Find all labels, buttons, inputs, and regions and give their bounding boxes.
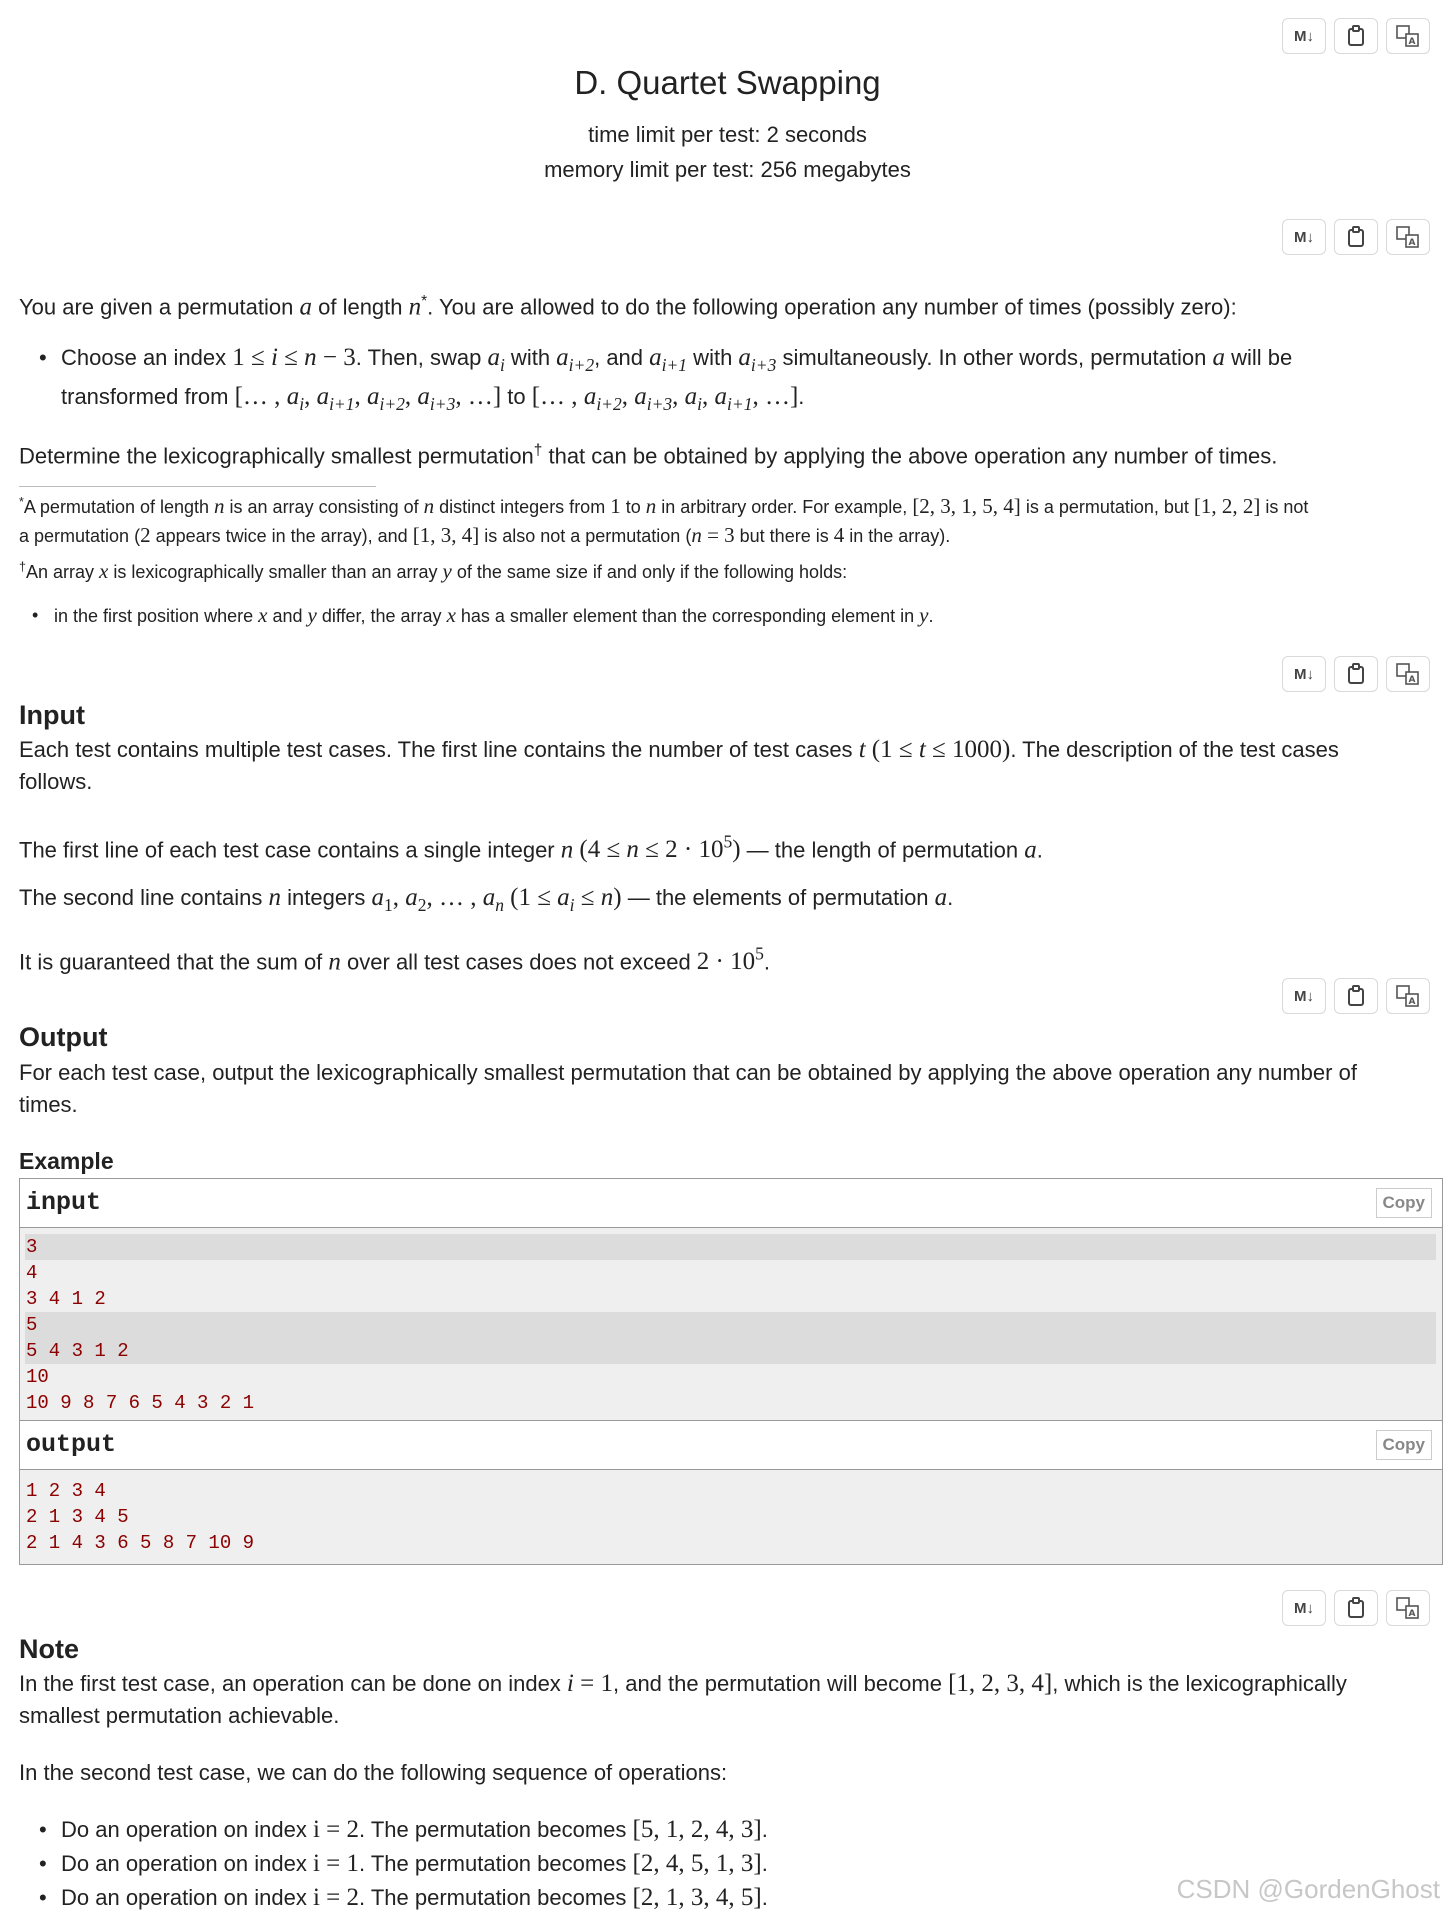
example-heading: Example — [19, 1148, 114, 1174]
translate-button[interactable] — [1386, 18, 1430, 54]
footnote-permutation: *A permutation of length n is an array consisting of n distinct integers from 1 to n in arbitrary order. For example, [2, 3, 1, 5, 4] is a permutation, but [1, 2, 2] is not a permutation (2 appears twice in the array), and [1, 3, 4] is also not a permutation (n = 3 but there is 4 in the array). — [19, 494, 1309, 547]
example-output-body — [20, 1470, 1442, 1564]
input-p1: Each test contains multiple test cases. The first line contains the number of test cases t (1 ≤ t ≤ 1000). The description of the test cases follows. — [19, 736, 1339, 794]
header-toolbar — [1282, 18, 1430, 54]
markdown-button[interactable]: M↓ — [1282, 18, 1326, 54]
note-step: • Do an operation on index i = 2. The permutation becomes [5, 1, 2, 4, 3]. — [61, 1814, 1361, 1848]
input-p2: The first line of each test case contains a single integer n $(4 \le n \le 2 \cdot 10^5)$ — the length of permutation a. — [19, 832, 1043, 864]
example-input-header — [20, 1179, 1442, 1228]
output-heading: Output — [19, 1022, 108, 1052]
translate-icon — [1396, 663, 1420, 685]
copy-input-button[interactable]: Copy — [1376, 1188, 1433, 1218]
copy-button[interactable] — [1334, 18, 1378, 54]
copy-button[interactable] — [1334, 219, 1378, 255]
example-input-box — [19, 1178, 1443, 1565]
output-line: 2 1 3 4 5 — [26, 1506, 129, 1528]
markdown-button[interactable]: M↓ — [1282, 219, 1326, 255]
statement-toolbar — [1282, 219, 1430, 255]
note-steps — [61, 1814, 1361, 1916]
note-p1: In the first test case, an operation can be done on index i = 1, and the permutation will become [1, 2, 3, 4], which is the lexicographically smallest permutation achievable. — [19, 1670, 1347, 1728]
output-label: output — [26, 1430, 117, 1459]
input-line: 10 9 8 7 6 5 4 3 2 1 — [26, 1392, 255, 1414]
input-toolbar — [1282, 656, 1430, 692]
time-limit: time limit per test: 2 seconds — [588, 122, 867, 147]
svg-text:A: A — [1408, 37, 1416, 47]
clipboard-icon — [1346, 25, 1366, 47]
note-step: • Do an operation on index i = 1. The permutation becomes [2, 4, 5, 1, 3]. — [61, 1848, 1361, 1882]
example-input-body — [20, 1228, 1442, 1420]
input-label: input — [26, 1188, 102, 1217]
translate-button[interactable] — [1386, 219, 1430, 255]
operation-bullet: • Choose an index 1 ≤ i ≤ n − 3. Then, swap $a_i$ with $a_{i+2}$, and $a_{i+1}$ with $a_{i+3}$ simultaneously. In other words, permutation a will be transformed from [… , $a_i$, $a_{i+1}$, $a_{i+2}$, $a_{i+3}$, …] to [… , $a_{i+2}$, $a_{i+3}$, $a_i$, $a_{i+1}$, …]. — [61, 342, 1431, 420]
page-title: D. Quartet Swapping — [574, 64, 881, 101]
output-p1: For each test case, output the lexicographically smallest permutation that can be obtained by applying the above operation any number of times. — [19, 1060, 1357, 1117]
translate-button[interactable] — [1386, 1590, 1430, 1626]
markdown-button[interactable]: M↓ — [1282, 656, 1326, 692]
output-toolbar — [1282, 978, 1430, 1014]
clipboard-icon — [1346, 226, 1366, 248]
clipboard-icon — [1346, 1597, 1366, 1619]
clipboard-icon — [1346, 985, 1366, 1007]
example-output-header — [20, 1421, 1442, 1470]
note-p2: In the second test case, we can do the following sequence of operations: — [19, 1760, 728, 1785]
input-line: 5 — [25, 1312, 1436, 1338]
memory-limit: memory limit per test: 256 megabytes — [544, 157, 911, 182]
input-p4: It is guaranteed that the sum of n over all test cases does not exceed $2 \cdot 10^5$. — [19, 944, 770, 976]
watermark: CSDN @GordenGhost — [1176, 1874, 1440, 1904]
translate-icon — [1396, 25, 1420, 47]
svg-text:A: A — [1408, 1609, 1416, 1619]
footnote-lexicographic: †An array x is lexicographically smaller than an array y of the same size if and only if the following holds: — [19, 559, 848, 583]
input-line: 3 4 1 2 — [26, 1288, 106, 1310]
note-heading: Note — [19, 1634, 79, 1664]
output-line: 1 2 3 4 — [26, 1480, 106, 1502]
svg-text:A: A — [1408, 997, 1416, 1007]
markdown-button[interactable]: M↓ — [1282, 978, 1326, 1014]
translate-button[interactable] — [1386, 978, 1430, 1014]
input-heading: Input — [19, 700, 85, 730]
input-line: 10 — [26, 1366, 49, 1388]
input-line: 5 4 3 1 2 — [25, 1338, 1436, 1364]
copy-button[interactable] — [1334, 1590, 1378, 1626]
input-p3: The second line contains n integers $a_1$, $a_2$, … , $a_n$ $(1 \le a_i \le n)$ — the elements of permutation a. — [19, 884, 954, 915]
copy-button[interactable] — [1334, 656, 1378, 692]
translate-button[interactable] — [1386, 656, 1430, 692]
copy-output-button[interactable]: Copy — [1376, 1430, 1433, 1460]
input-line: 3 — [25, 1234, 1436, 1260]
translate-icon — [1396, 1597, 1420, 1619]
svg-text:A: A — [1408, 238, 1416, 248]
svg-text:A: A — [1408, 675, 1416, 685]
output-line: 2 1 4 3 6 5 8 7 10 9 — [26, 1532, 255, 1554]
determine-text: Determine the lexicographically smallest permutation† that can be obtained by applying the above operation any number of times. — [19, 442, 1278, 469]
markdown-button[interactable]: M↓ — [1282, 1590, 1326, 1626]
copy-button[interactable] — [1334, 978, 1378, 1014]
statement-intro: You are given a permutation a of length n*. You are allowed to do the following operation any number of times (possibly zero): — [19, 293, 1237, 321]
footnote-divider — [19, 486, 376, 487]
clipboard-icon — [1346, 663, 1366, 685]
translate-icon — [1396, 985, 1420, 1007]
translate-icon — [1396, 226, 1420, 248]
note-step: • Do an operation on index i = 2. The permutation becomes [2, 1, 3, 4, 5]. — [61, 1882, 1361, 1916]
note-toolbar — [1282, 1590, 1430, 1626]
example-output-section — [20, 1420, 1442, 1564]
input-line: 4 — [26, 1262, 38, 1284]
footnote-bullet: • in the first position where x and y differ, the array x has a smaller element than the corresponding element in y. — [54, 601, 1434, 630]
